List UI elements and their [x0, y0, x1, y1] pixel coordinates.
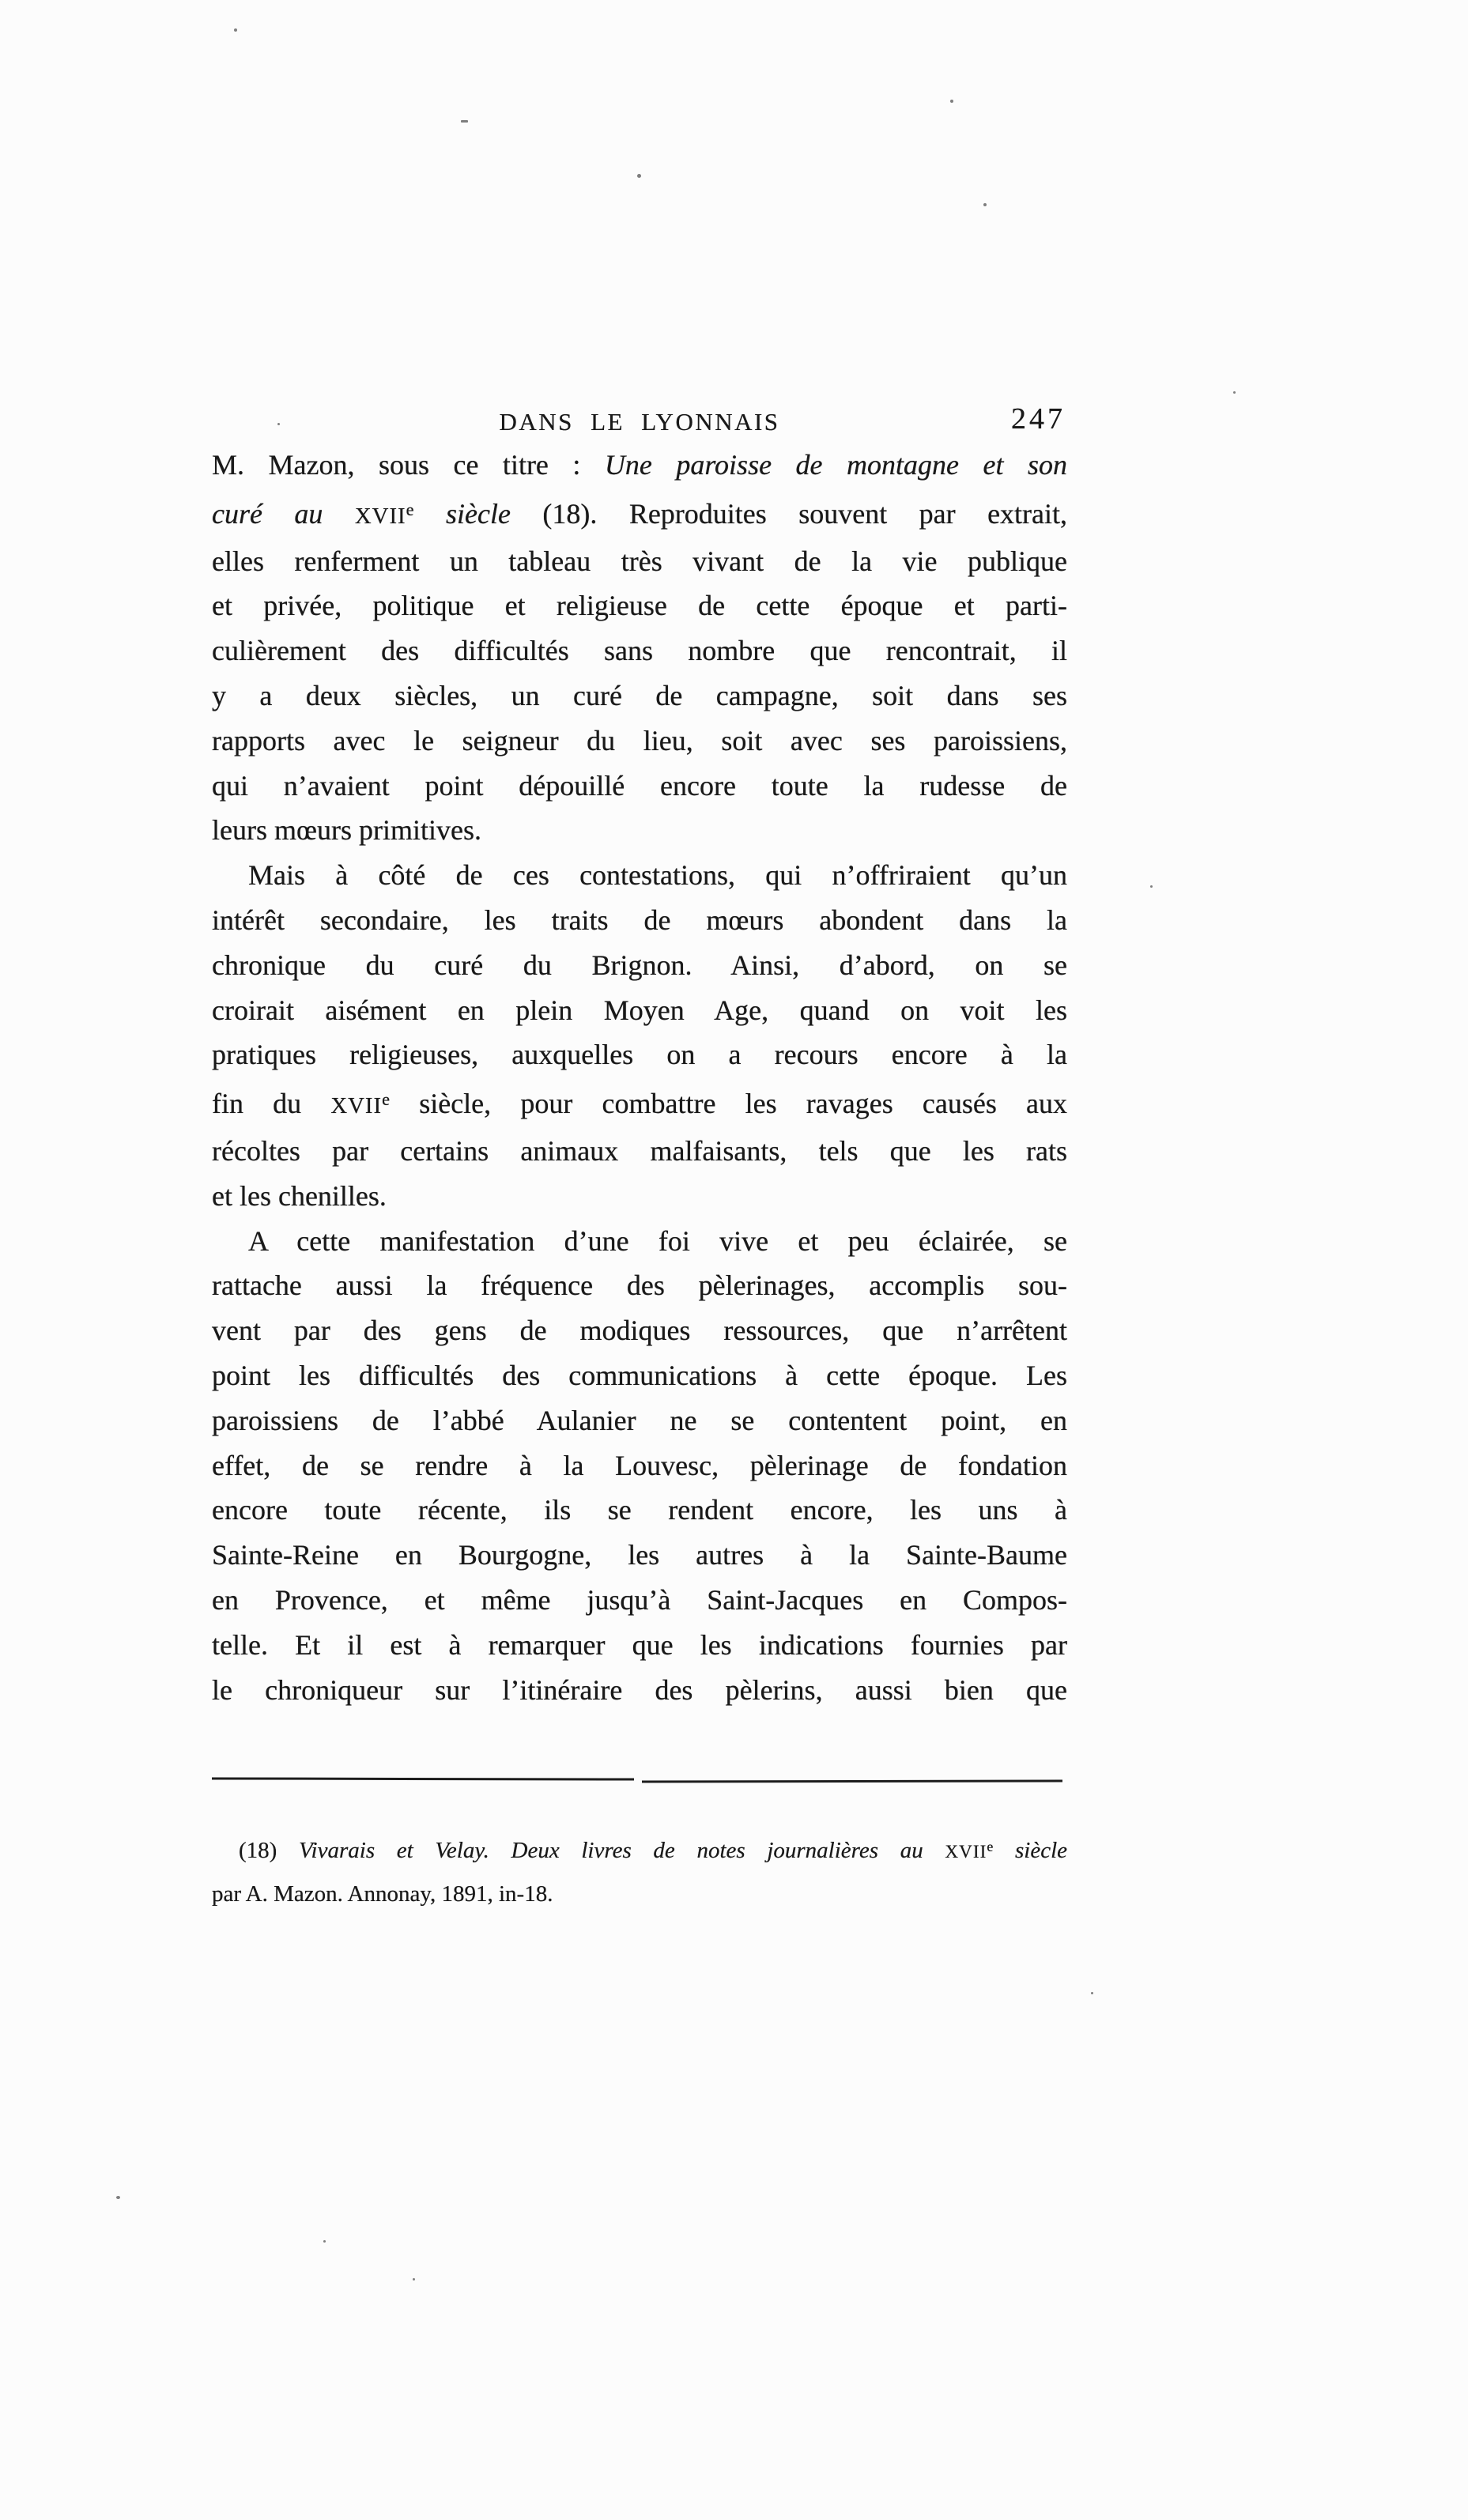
footnote-rule-right — [642, 1780, 1062, 1783]
text-segment: paroissiens de l’abbé Aulanier ne se contentent point, en — [212, 1404, 1067, 1436]
text-segment: XVII — [330, 1093, 383, 1119]
scan-speck — [277, 423, 280, 425]
text-line — [212, 583, 1067, 628]
text-segment: (18). Reproduites souvent par extrait, — [510, 497, 1068, 530]
paragraph — [212, 1219, 1067, 1713]
text-line — [212, 853, 1067, 898]
scan-speck — [461, 120, 468, 123]
text-segment: siècle — [1015, 1838, 1068, 1864]
text-segment: siècle, pour combattre les ravages causés aux — [390, 1088, 1067, 1120]
text-line — [212, 1668, 1067, 1713]
text-line — [212, 808, 1067, 853]
scan-speck — [413, 2278, 415, 2280]
text-line — [212, 1219, 1067, 1264]
scan-speck — [1091, 1992, 1093, 1994]
scan-speck — [1150, 885, 1153, 888]
text-segment: M. Mazon, sous ce titre : — [212, 449, 605, 481]
body-text — [212, 443, 1067, 1712]
text-line — [212, 1826, 1067, 1873]
running-title: DANS LE LYONNAIS — [499, 408, 780, 436]
text-segment: y a deux siècles, un curé de campagne, soit dans ses — [212, 680, 1067, 712]
text-line — [212, 1353, 1067, 1398]
text-line — [212, 943, 1067, 988]
text-segment: point les difficultés des communications à cette époque. Les — [212, 1360, 1067, 1391]
text-segment: e — [406, 499, 414, 519]
text-segment: e — [382, 1089, 391, 1110]
footnote-rule-left — [212, 1777, 634, 1780]
text-line — [212, 628, 1067, 673]
text-segment: Vivarais et Velay. Deux livres de notes journalières au — [299, 1838, 945, 1864]
text-segment: encore toute récente, ils se rendent encore, les uns à — [212, 1494, 1067, 1526]
text-segment: en Provence, et même jusqu’à Saint-Jacques en Compos- — [212, 1583, 1067, 1616]
text-segment: effet, de se rendre à la Louvesc, pèlerinage de fondation — [212, 1449, 1067, 1481]
scan-speck — [950, 100, 953, 103]
text-segment: curé au — [212, 497, 355, 530]
text-segment: A cette manifestation d’une foi vive et peu éclairée, se — [248, 1224, 1067, 1257]
text-segment: XVII — [354, 503, 406, 529]
text-line — [212, 1488, 1067, 1533]
text-segment: qui n’avaient point dépouillé encore toute la rudesse de — [212, 769, 1067, 802]
scan-speck — [234, 28, 237, 32]
text-segment: et privée, politique et religieuse de cette époque et parti- — [212, 590, 1067, 622]
text-segment: (18) — [239, 1838, 299, 1864]
text-segment: le chroniqueur sur l’itinéraire des pèlerins, aussi bien que — [212, 1673, 1067, 1706]
text-segment: fin du — [212, 1088, 331, 1120]
text-line — [212, 1077, 1067, 1129]
text-segment: chronique du curé du Brignon. Ainsi, d’abord, on se — [212, 949, 1067, 981]
text-segment: siècle — [446, 497, 511, 530]
paragraph — [212, 443, 1067, 853]
page-number: 247 — [1011, 402, 1066, 436]
scan-speck — [323, 2240, 326, 2243]
text-line — [212, 1032, 1067, 1077]
text-segment: croirait aisément en plein Moyen Age, quand on voit les — [212, 994, 1067, 1026]
text-segment: vent par des gens de modiques ressources, que n’arrêtent — [212, 1315, 1067, 1347]
text-line — [212, 1263, 1067, 1308]
text-segment — [993, 1838, 1015, 1863]
text-line — [212, 488, 1067, 539]
text-line — [212, 1308, 1067, 1353]
text-segment: par A. Mazon. Annonay, 1891, in-18. — [212, 1881, 553, 1907]
text-line — [212, 719, 1067, 764]
text-segment: intérêt secondaire, les traits de mœurs abondent dans la — [212, 904, 1067, 936]
text-segment: récoltes par certains animaux malfaisants, tels que les rats — [212, 1135, 1067, 1168]
text-line — [212, 764, 1067, 809]
text-line — [212, 443, 1067, 488]
text-segment: et les chenilles. — [212, 1179, 387, 1212]
text-line — [212, 1578, 1067, 1623]
text-segment: culièrement des difficultés sans nombre que rencontrait, il — [212, 635, 1067, 667]
footnote — [212, 1826, 1067, 1915]
scan-speck — [1233, 391, 1236, 394]
text-segment: elles renferment un tableau très vivant de la vie publique — [212, 545, 1067, 577]
text-line — [212, 1174, 1067, 1219]
text-line — [212, 1873, 1067, 1915]
text-segment: pratiques religieuses, auxquelles on a recours encore à la — [212, 1039, 1067, 1071]
paragraph — [212, 853, 1067, 1218]
text-segment: rapports avec le seigneur du lieu, soit avec ses paroissiens, — [212, 724, 1067, 756]
text-segment: Une paroisse de montagne et son — [604, 449, 1067, 481]
text-segment — [414, 498, 446, 530]
text-segment: telle. Et il est à remarquer que les indications fournies par — [212, 1628, 1067, 1661]
text-segment: XVII — [945, 1842, 987, 1863]
text-line — [212, 1398, 1067, 1443]
scan-speck — [637, 174, 641, 178]
text-line — [212, 988, 1067, 1033]
text-line — [212, 1129, 1067, 1174]
scan-speck — [983, 203, 987, 206]
text-line — [212, 1443, 1067, 1488]
text-line — [212, 1623, 1067, 1668]
text-line — [212, 539, 1067, 584]
text-line — [212, 898, 1067, 943]
text-line — [212, 1533, 1067, 1578]
text-segment: e — [987, 1839, 994, 1854]
text-line — [212, 673, 1067, 719]
text-segment: Sainte-Reine en Bourgogne, les autres à la Sainte-Baume — [212, 1539, 1067, 1571]
scan-speck — [116, 2196, 120, 2199]
text-segment: rattache aussi la fréquence des pèlerinages, accomplis sou- — [212, 1269, 1067, 1302]
text-segment: leurs mœurs primitives. — [212, 814, 481, 847]
text-segment: Mais à côté de ces contestations, qui n’offriraient qu’un — [248, 859, 1067, 892]
